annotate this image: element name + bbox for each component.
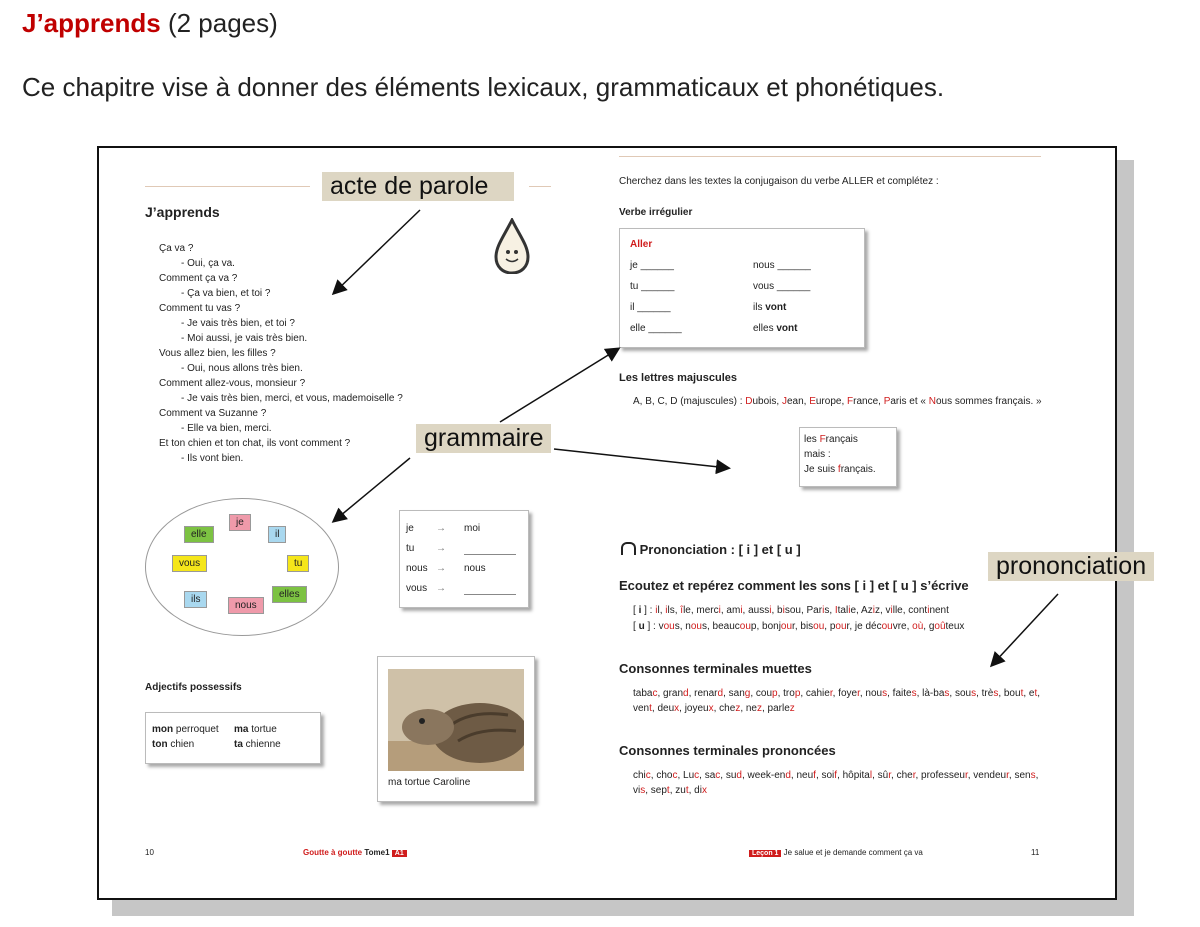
label-grammaire: grammaire [416,424,551,453]
page-title: J’apprends [145,204,220,220]
pronunciation-title: Prononciation : [ i ] et [ u ] [621,542,801,557]
u-sound-line: [ u ] : vous, nous, beaucoup, bonjour, bisou, pour, je découvre, où, goûteux [633,621,965,632]
possessifs-title: Adjectifs possessifs [145,682,242,693]
dialogue-line: - Elle va bien, merci. [181,423,272,434]
lesson-footer: Leçon 1 Je salue et je demande comment ça va [749,848,923,857]
pronoun-je: je [229,514,251,531]
dialogue-line: Comment allez-vous, monsieur ? [159,378,306,389]
arrow-acte [334,210,420,293]
arrow-grammaire-verbe [500,349,618,422]
majuscules-text: A, B, C, D (majuscules) : Dubois, Jean, Europe, France, Paris et « Nous sommes français. » [633,396,1042,407]
dialogue-line: Vous allez bien, les filles ? [159,348,276,359]
label-prononciation: prononciation [988,552,1154,581]
ecoutez-title: Ecoutez et repérez comment les sons [ i ] et [ u ] s’écrive [619,578,969,593]
possessifs-box: mon perroquet ma tortue ton chien ta chienne [145,712,321,764]
verbe-title: Verbe irrégulier [619,207,693,218]
arrow-grammaire-majuscules [554,449,728,468]
chapter-description: Ce chapitre vise à donner des éléments lexicaux, grammaticaux et phonétiques. [22,72,945,102]
page-heading: J’apprends (2 pages) [22,8,278,38]
dialogue-line: - Oui, ça va. [181,258,235,269]
stressed-pronouns-box: je → moi tu → nous → nous vous → [399,510,529,608]
dialogue-line: - Ça va bien, et toi ? [181,288,271,299]
pronoun-elle: elle [184,526,214,543]
photo-caption: ma tortue Caroline [388,777,471,788]
dialogue-line: - Moi aussi, je vais très bien. [181,333,308,344]
pronoun-tu: tu [287,555,309,572]
majuscules-title: Les lettres majuscules [619,372,738,384]
muettes-words: tabac, grand, renard, sang, coup, trop, cahier, foyer, nous, faites, là-bas, sous, très, bout, et, vent, deux, joyeux, chez, nez, parlez [633,688,1041,714]
aller-conjugation-box: Aller je ______ tu ______ il ______ elle ______ nous ______ vous ______ ils vont elles vont [619,228,865,348]
dialogue-line: Comment tu vas ? [159,303,241,314]
pronoun-nous: nous [228,597,264,614]
dialogue-line: Ça va ? [159,243,194,254]
dialogue-line: Comment ça va ? [159,273,238,284]
muettes-title: Consonnes terminales muettes [619,661,812,676]
arrow-grammaire-pronoms [334,458,410,521]
pronoun-il: il [268,526,286,543]
pronoun-vous: vous [172,555,207,572]
prononcees-title: Consonnes terminales prononcées [619,743,836,758]
prononcees-words: chic, choc, Luc, sac, sud, week-end, neuf, soif, hôpital, sûr, cher, professeur, vendeur, sens, vis, sept, zut, dix [633,770,1039,796]
dialogue-line: Et ton chien et ton chat, ils vont comment ? [159,438,351,449]
dialogue-line: - Ils vont bien. [181,453,244,464]
dialogue-line: - Je vais très bien, merci, et vous, mademoiselle ? [181,393,403,404]
page-number-right: 11 [1031,848,1040,857]
pronoun-elles: elles [272,586,307,603]
i-sound-line: [ i ] : il, ils, île, merci, ami, aussi, bisou, Paris, Italie, Aziz, ville, continent [633,605,949,616]
dialogue-line: - Oui, nous allons très bien. [181,363,303,374]
pronoun-ils: ils [184,591,207,608]
dialogue-line: - Je vais très bien, et toi ? [181,318,295,329]
instruction: Cherchez dans les textes la conjugaison du verbe ALLER et complétez : [619,176,939,187]
page-number-left: 10 [145,848,154,857]
arrow-prononciation [992,594,1058,665]
majuscules-box: les Français mais : Je suis français. [799,427,897,487]
dialogue-line: Comment va Suzanne ? [159,408,267,419]
book-title: Goutte à goutte Tome1 A1 [303,848,407,857]
label-acte-de-parole: acte de parole [322,172,514,201]
